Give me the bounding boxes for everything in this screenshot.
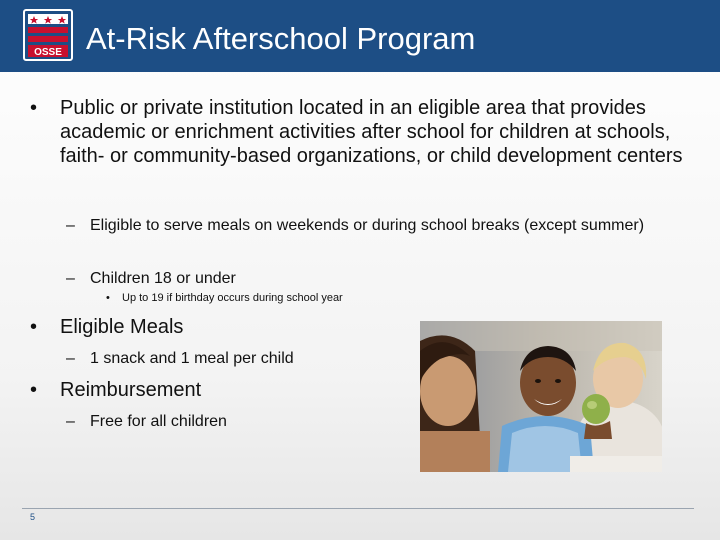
osse-logo: [23, 9, 73, 61]
dash-marker: –: [66, 217, 75, 234]
slide-title: At-Risk Afterschool Program: [86, 21, 476, 56]
page-number: 5: [30, 512, 36, 522]
children-photo: [420, 321, 662, 472]
dash-marker: –: [66, 413, 75, 430]
bullet-text: Reimbursement: [60, 379, 202, 401]
subbullet-text: Free for all children: [90, 413, 227, 430]
bullet-marker: •: [30, 97, 38, 119]
logo-text: OSSE: [34, 47, 62, 58]
subsubbullet-text: Up to 19 if birthday occurs during school year: [122, 292, 343, 304]
bullet-text: Eligible Meals: [60, 316, 184, 338]
bullet-text: Public or private institution located in an eligible area that provides academic or enrichment activities after school for children at schools, faith- or community-based organizations, or child development centers: [60, 97, 683, 167]
subbullet-text: Children 18 or under: [90, 270, 236, 287]
slide-header: [0, 0, 720, 72]
subbullet-text: Eligible to serve meals on weekends or during school breaks (except summer): [90, 217, 645, 234]
subbullet-text: 1 snack and 1 meal per child: [90, 350, 294, 367]
bullet-marker: •: [106, 292, 110, 304]
dash-marker: –: [66, 270, 75, 287]
footer-divider: [22, 508, 694, 509]
bullet-marker: •: [30, 379, 38, 401]
bullet-marker: •: [30, 316, 38, 338]
dash-marker: –: [66, 350, 75, 367]
